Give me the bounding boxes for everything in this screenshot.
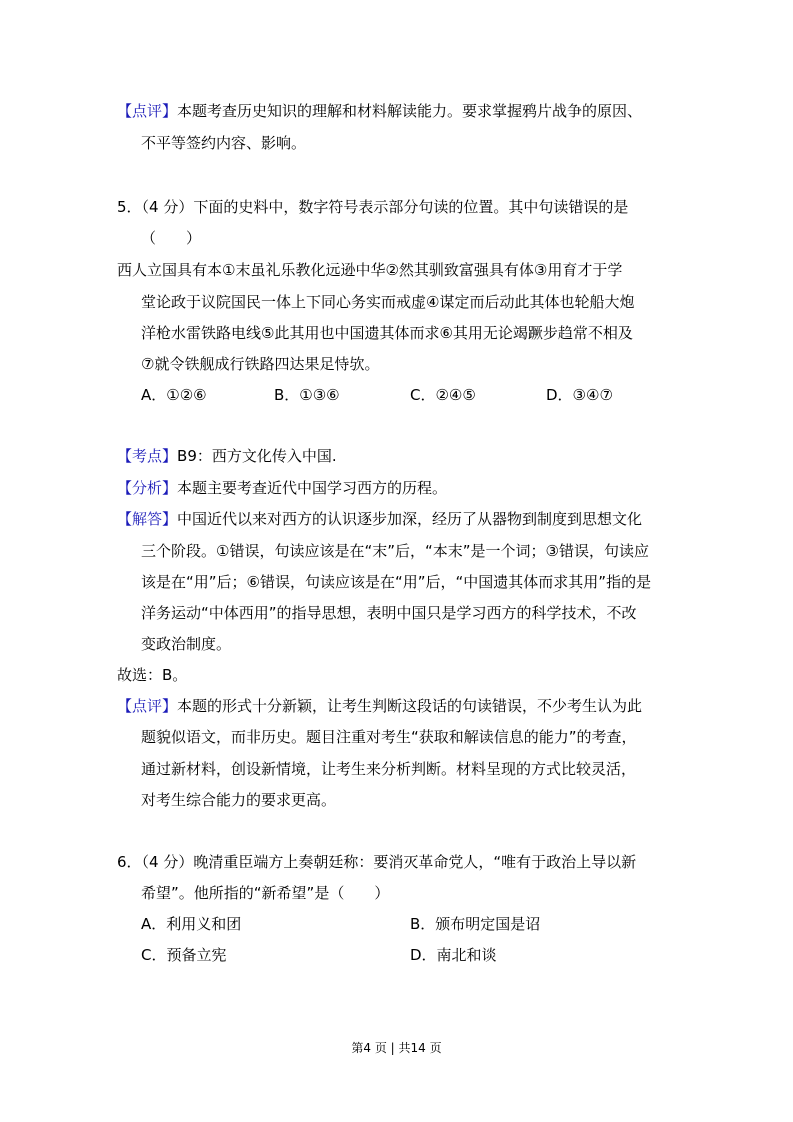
q5-kaodian-text: B9：西方文化传入中国. xyxy=(177,447,337,465)
q6-option-a: A．利用义和团 xyxy=(141,915,242,933)
q5-passage-line-1: 西人立国具有本①末虽礼乐教化远逊中华②然其驯致富强具有体③用育才于学 xyxy=(117,261,623,279)
q6-option-d: D．南北和谈 xyxy=(410,946,497,964)
q5-jieda-text-1: 中国近代以来对西方的认识逐步加深，经历了从器物到制度到思想文化 xyxy=(177,510,643,528)
q4-comment-text-2: 不平等签约内容、影响。 xyxy=(141,134,307,152)
q5-dianping-text-3: 通过新材料，创设新情境，让考生来分析判断。材料呈现的方式比较灵活， xyxy=(141,760,637,778)
q5-jieda-text-5: 变政治制度。 xyxy=(141,635,232,653)
q4-comment-text-1: 本题考查历史知识的理解和材料解读能力。要求掌握鸦片战争的原因、 xyxy=(177,102,643,120)
q5-jieda-text-2: 三个阶段。①错误，句读应该是在“末”后，“本末”是一个词；③错误，句读应 xyxy=(141,542,649,560)
q5-answer: 故选：B。 xyxy=(117,666,188,684)
q5-passage-line-2: 堂论政于议院国民一体上下同心务实而戒虚④谋定而后动此其体也轮船大炮 xyxy=(141,293,635,311)
q4-comment-tag: 【点评】 xyxy=(117,102,178,120)
q5-dianping-tag: 【点评】 xyxy=(117,697,178,715)
q5-fenxi xyxy=(117,478,447,498)
page-footer: 第4 页 | 共14 页 xyxy=(351,1041,442,1055)
q5-passage-line-3: 洋枪水雷铁路电线⑤此其用也中国遗其体而求⑥其用无论竭蹶步趋常不相及 xyxy=(141,324,633,342)
q5-stem-line-2: （ ） xyxy=(141,229,202,247)
q5-jieda-tag: 【解答】 xyxy=(117,510,178,528)
q5-stem-line-1: 5．（4 分）下面的史料中，数字符号表示部分句读的位置。其中句读错误的是 xyxy=(117,198,629,216)
q6-option-c: C．预备立宪 xyxy=(141,946,227,964)
q5-fenxi-text: 本题主要考查近代中国学习西方的历程。 xyxy=(177,479,448,497)
q5-fenxi-tag: 【分析】 xyxy=(117,479,178,497)
q5-dianping-line-1 xyxy=(117,696,642,716)
q5-jieda-text-4: 洋务运动“中体西用”的指导思想，表明中国只是学习西方的科学技术，不改 xyxy=(141,604,637,622)
q6-option-b: B．颁布明定国是诏 xyxy=(410,915,541,933)
q5-kaodian xyxy=(117,446,337,466)
q5-jieda-text-3: 该是在“用”后；⑥错误，句读应该是在“用”后，“中国遗其体而求其用”指的是 xyxy=(141,573,652,591)
q5-option-d: D．③④⑦ xyxy=(546,386,613,404)
q5-option-c: C．②④⑤ xyxy=(410,386,476,404)
q6-stem-line-1: 6．（4 分）晚清重臣端方上奏朝廷称：要消灭革命党人，“唯有于政治上导以新 xyxy=(117,853,637,871)
q5-passage-line-4: ⑦就令铁舰成行铁路四达果足恃欤。 xyxy=(141,355,380,373)
q5-option-b: B．①③⑥ xyxy=(274,386,340,404)
q5-jieda-line-1 xyxy=(117,509,642,529)
q6-stem-line-2: 希望”。他所指的“新希望”是（ ） xyxy=(141,884,390,902)
q5-kaodian-tag: 【考点】 xyxy=(117,447,178,465)
q5-dianping-text-2: 题貌似语文，而非历史。题目注重对考生“获取和解读信息的能力”的考查， xyxy=(141,728,637,746)
q5-option-a: A．①②⑥ xyxy=(141,386,207,404)
q5-dianping-text-1: 本题的形式十分新颖，让考生判断这段话的句读错误，不少考生认为此 xyxy=(177,697,643,715)
q5-dianping-text-4: 对考生综合能力的要求更高。 xyxy=(141,791,337,809)
q4-comment-line-1 xyxy=(117,101,642,121)
